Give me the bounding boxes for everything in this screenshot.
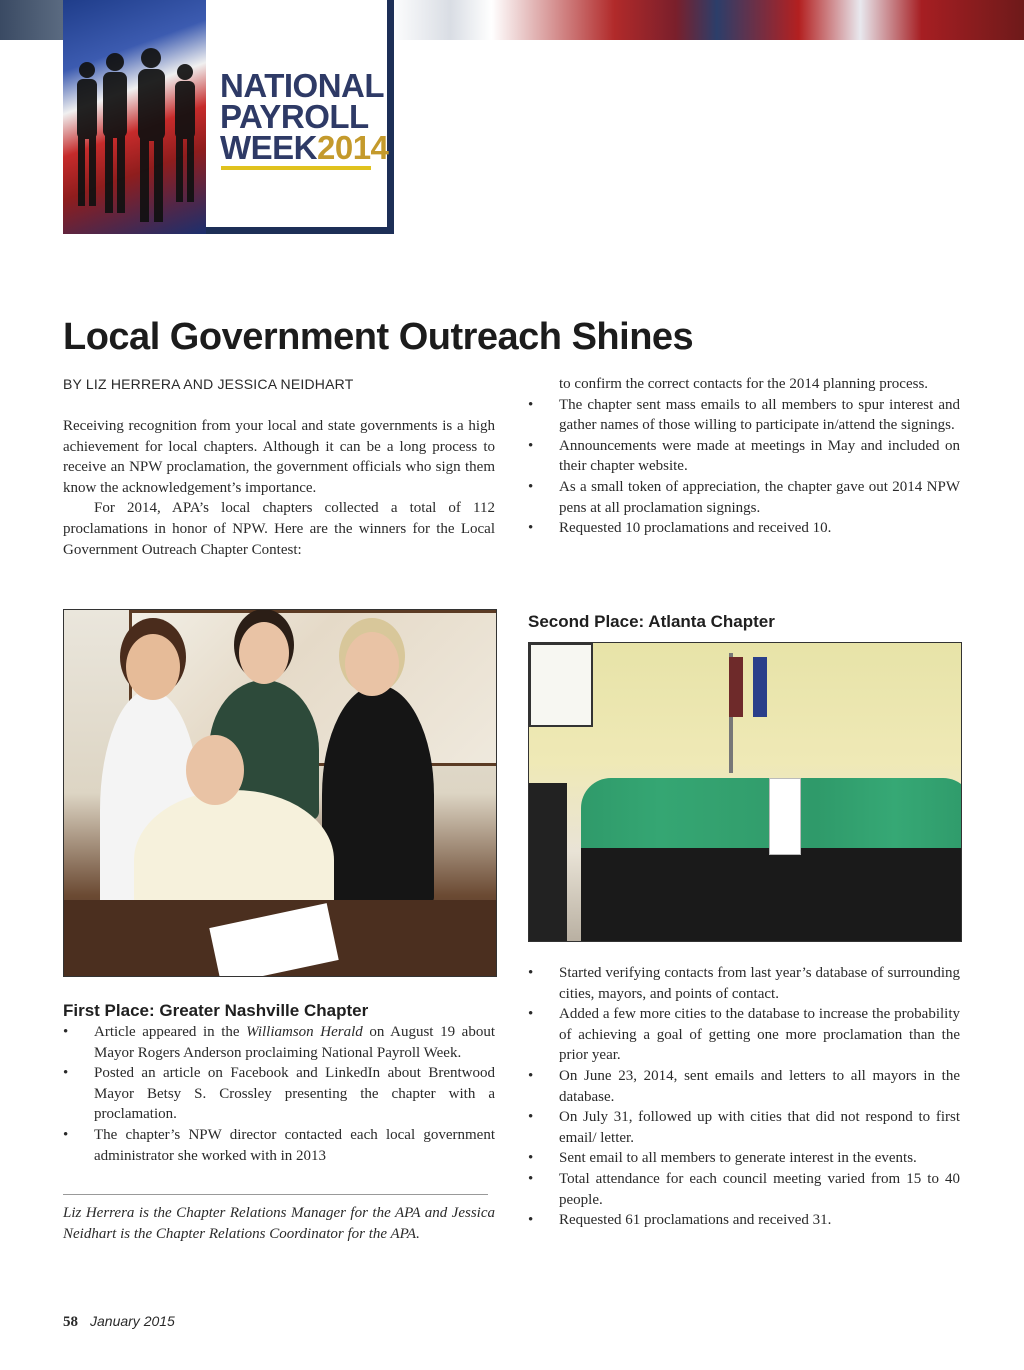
list-item: • Requested 61 proclamations and received 31. bbox=[528, 1210, 960, 1231]
npw-logo bbox=[63, 0, 394, 234]
list-item: • On June 23, 2014, sent emails and letters to all mayors in the database. bbox=[528, 1066, 960, 1107]
podium bbox=[529, 783, 567, 941]
atlanta-proclamation-photo bbox=[528, 642, 962, 942]
group-lower bbox=[581, 848, 962, 941]
list-item: • Article appeared in the Williamson Herald on August 19 about Mayor Rogers Anderson proclaiming National Payroll Week. bbox=[63, 1022, 495, 1063]
intro-paragraph-2: For 2014, APA’s local chapters collected a total of 112 proclamations in honor of NPW. Here are the winners for the Local Government Outreach Chapter Contest: bbox=[63, 500, 495, 558]
list-item: • Posted an article on Facebook and LinkedIn about Brentwood Mayor Betsy S. Crossley presenting the chapter with a proclamation. bbox=[63, 1063, 495, 1125]
list-item: • Started verifying contacts from last year’s database of surrounding cities, mayors, and points of contact. bbox=[528, 963, 960, 1004]
list-item: • Total attendance for each council meeting varied from 15 to 40 people. bbox=[528, 1169, 960, 1210]
page-number: 58 bbox=[63, 1314, 78, 1330]
bullet-list bbox=[63, 1022, 495, 1166]
bullet-list bbox=[528, 963, 960, 1231]
proclamation-paper bbox=[769, 778, 801, 855]
article-title: Local Government Outreach Shines bbox=[63, 316, 694, 358]
first-place-continued bbox=[528, 374, 960, 539]
author-bio: Liz Herrera is the Chapter Relations Manager for the APA and Jessica Neidhart is the Chapter Relations Coordinator for the APA. bbox=[63, 1205, 495, 1242]
logo-silhouette-art bbox=[63, 0, 206, 234]
silhouette-figures-icon bbox=[63, 0, 206, 234]
logo-line-week: WEEK2014 bbox=[220, 129, 389, 166]
intro-paragraph-1: Receiving recognition from your local and state governments is a high achievement for local chapters. Although it can be a long process to receive an NPW proclamation, the government officials who sign them know the acknowledgement’s importance. bbox=[63, 418, 495, 496]
list-item: • On July 31, followed up with cities that did not respond to first email/ letter. bbox=[528, 1107, 960, 1148]
nashville-proclamation-photo bbox=[63, 609, 497, 977]
logo-line-payroll: PAYROLL bbox=[220, 98, 369, 135]
logo-wordmark bbox=[220, 67, 389, 166]
person-head bbox=[239, 622, 289, 684]
list-item: • Announcements were made at meetings in May and included on their chapter website. bbox=[528, 436, 960, 477]
first-place-heading: First Place: Greater Nashville Chapter bbox=[63, 1001, 369, 1020]
list-item: • As a small token of appreciation, the chapter gave out 2014 NPW pens at all proclamation signings. bbox=[528, 477, 960, 518]
continued-line: to confirm the correct contacts for the 2014 planning process. bbox=[559, 376, 929, 392]
list-item: • The chapter’s NPW director contacted each local government administrator she worked with in 2013 bbox=[63, 1125, 495, 1166]
second-place-bullets bbox=[528, 963, 960, 1231]
newspaper-name: Williamson Herald bbox=[246, 1024, 363, 1040]
issue-date: January 2015 bbox=[90, 1313, 175, 1329]
bio-divider bbox=[63, 1194, 488, 1195]
person-figure bbox=[322, 685, 434, 905]
list-item: • The chapter sent mass emails to all members to spur interest and gather names of those willing to participate in/attend the signings. bbox=[528, 395, 960, 436]
list-item: • Requested 10 proclamations and received 10. bbox=[528, 518, 960, 539]
list-item: • Sent email to all members to generate interest in the events. bbox=[528, 1148, 960, 1169]
logo-underline bbox=[221, 166, 371, 170]
article-byline: BY LIZ HERRERA AND JESSICA NEIDHART bbox=[63, 376, 354, 392]
first-place-bullets bbox=[63, 1022, 495, 1166]
person-head bbox=[126, 634, 180, 700]
page-footer bbox=[63, 1313, 175, 1331]
person-head bbox=[345, 632, 399, 696]
first-place-bullets-continued bbox=[528, 395, 960, 539]
flag bbox=[753, 657, 767, 717]
intro-text bbox=[63, 416, 495, 560]
screen bbox=[529, 643, 593, 727]
logo-line-national: NATIONAL bbox=[220, 67, 385, 104]
list-item: • Added a few more cities to the database to increase the probability of achieving a goal of getting one more proclamation than the prior year. bbox=[528, 1004, 960, 1066]
person-head bbox=[186, 735, 244, 805]
second-place-heading: Second Place: Atlanta Chapter bbox=[528, 612, 775, 631]
flag bbox=[729, 657, 743, 717]
logo-year: 2014 bbox=[317, 129, 389, 166]
